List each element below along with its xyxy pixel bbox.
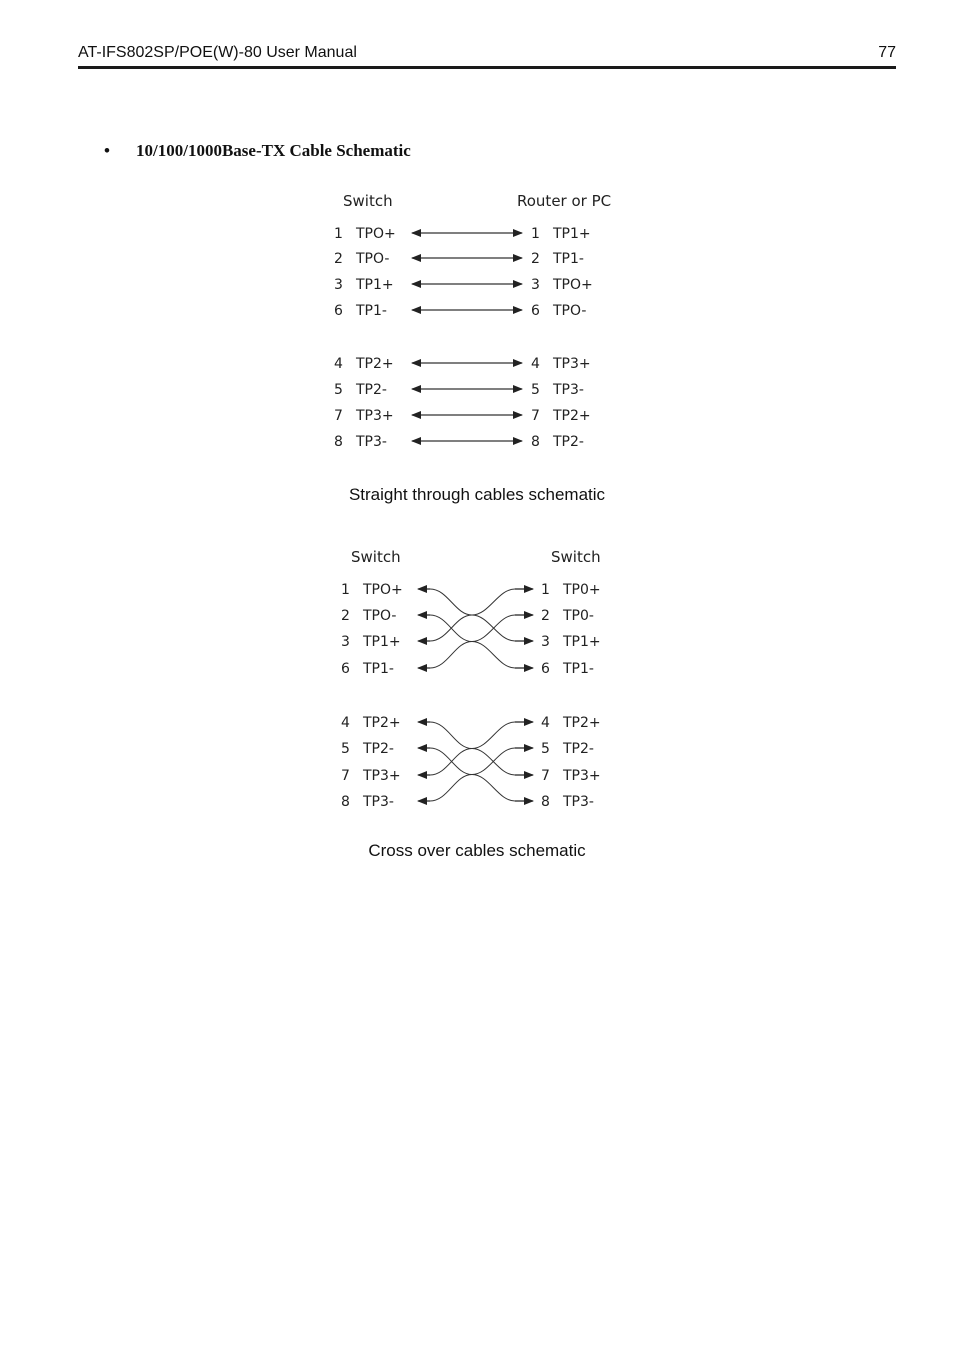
left-pin-number: 6 <box>334 303 343 319</box>
right-pin-name: TP1+ <box>563 634 601 650</box>
right-pin-name: TP2+ <box>563 715 601 731</box>
page-number: 77 <box>878 44 896 61</box>
left-pin-name: TPO- <box>363 608 397 624</box>
header-divider <box>78 66 896 69</box>
right-pin-name: TP3- <box>563 794 594 810</box>
right-pin-number: 3 <box>531 277 540 293</box>
cross-row <box>341 661 594 677</box>
cross-over-diagram <box>330 541 640 816</box>
left-pin-name: TP2+ <box>363 715 401 731</box>
left-pin-number: 6 <box>341 661 350 677</box>
straight-row <box>334 277 593 293</box>
cross-row <box>341 794 594 810</box>
straight-row <box>334 251 584 267</box>
right-pin-number: 4 <box>541 715 550 731</box>
right-pin-name: TP1- <box>553 251 584 267</box>
left-pin-name: TPO+ <box>356 226 396 242</box>
right-pin-number: 5 <box>531 382 540 398</box>
left-pin-name: TP3- <box>363 794 394 810</box>
right-pin-number: 7 <box>541 768 550 784</box>
straight-row <box>334 356 591 372</box>
right-pin-number: 2 <box>541 608 550 624</box>
right-pin-name: TP2+ <box>553 408 591 424</box>
right-pin-name: TPO- <box>553 303 587 319</box>
left-pin-number: 7 <box>341 768 350 784</box>
cross-row <box>341 582 601 598</box>
page-header <box>78 44 896 66</box>
straight-row <box>334 408 591 424</box>
left-pin-name: TP3- <box>356 434 387 450</box>
straight-row <box>334 434 584 450</box>
cross-caption: Cross over cables schematic <box>368 841 586 860</box>
cross-rows <box>341 582 601 810</box>
straight-caption: Straight through cables schematic <box>348 485 606 504</box>
right-pin-name: TPO+ <box>553 277 593 293</box>
left-pin-number: 3 <box>341 634 350 650</box>
right-header: Switch <box>551 548 601 566</box>
left-pin-number: 1 <box>341 582 350 598</box>
right-header: Router or PC <box>517 192 612 210</box>
left-pin-number: 5 <box>334 382 343 398</box>
right-pin-name: TP3+ <box>563 768 601 784</box>
left-pin-name: TP2- <box>356 382 387 398</box>
left-pin-number: 4 <box>334 356 343 372</box>
section-title: 10/100/1000Base-TX Cable Schematic <box>136 141 411 160</box>
left-pin-number: 1 <box>334 226 343 242</box>
right-pin-number: 6 <box>531 303 540 319</box>
left-pin-name: TP1+ <box>356 277 394 293</box>
left-pin-number: 8 <box>341 794 350 810</box>
right-pin-number: 2 <box>531 251 540 267</box>
left-pin-name: TPO- <box>356 251 390 267</box>
straight-row <box>334 382 584 398</box>
bullet: • <box>104 141 110 160</box>
left-pin-name: TP1- <box>363 661 394 677</box>
right-pin-name: TP3- <box>553 382 584 398</box>
right-pin-number: 6 <box>541 661 550 677</box>
straight-rows <box>334 226 593 450</box>
cross-over-svg <box>330 541 640 816</box>
right-pin-number: 1 <box>531 226 540 242</box>
right-pin-name: TP3+ <box>553 356 591 372</box>
straight-through-diagram <box>320 185 630 455</box>
right-pin-name: TP2- <box>563 741 594 757</box>
right-pin-number: 7 <box>531 408 540 424</box>
left-pin-name: TP2+ <box>356 356 394 372</box>
left-pin-number: 2 <box>334 251 343 267</box>
right-pin-name: TP0+ <box>563 582 601 598</box>
right-pin-number: 4 <box>531 356 540 372</box>
left-pin-number: 5 <box>341 741 350 757</box>
left-pin-name: TP2- <box>363 741 394 757</box>
left-pin-name: TP1- <box>356 303 387 319</box>
cross-row <box>341 768 601 784</box>
left-pin-number: 8 <box>334 434 343 450</box>
right-pin-number: 8 <box>531 434 540 450</box>
cross-wire <box>430 722 515 775</box>
right-pin-number: 3 <box>541 634 550 650</box>
right-pin-number: 1 <box>541 582 550 598</box>
right-pin-name: TP1+ <box>553 226 591 242</box>
manual-title: AT-IFS802SP/POE(W)-80 User Manual <box>78 44 357 61</box>
left-pin-number: 7 <box>334 408 343 424</box>
left-pin-number: 2 <box>341 608 350 624</box>
cross-wire <box>430 589 515 641</box>
right-pin-name: TP0- <box>563 608 594 624</box>
right-pin-name: TP2- <box>553 434 584 450</box>
left-pin-name: TP1+ <box>363 634 401 650</box>
left-pin-number: 3 <box>334 277 343 293</box>
left-pin-name: TPO+ <box>363 582 403 598</box>
right-pin-number: 8 <box>541 794 550 810</box>
cross-wire <box>430 615 515 668</box>
left-header: Switch <box>351 548 401 566</box>
left-pin-name: TP3+ <box>356 408 394 424</box>
cross-wire <box>430 748 515 801</box>
right-pin-number: 5 <box>541 741 550 757</box>
cross-row <box>341 715 601 731</box>
left-pin-number: 4 <box>341 715 350 731</box>
right-pin-name: TP1- <box>563 661 594 677</box>
straight-through-svg <box>320 185 630 455</box>
left-header: Switch <box>343 192 393 210</box>
left-pin-name: TP3+ <box>363 768 401 784</box>
straight-row <box>334 226 591 242</box>
straight-row <box>334 303 586 319</box>
